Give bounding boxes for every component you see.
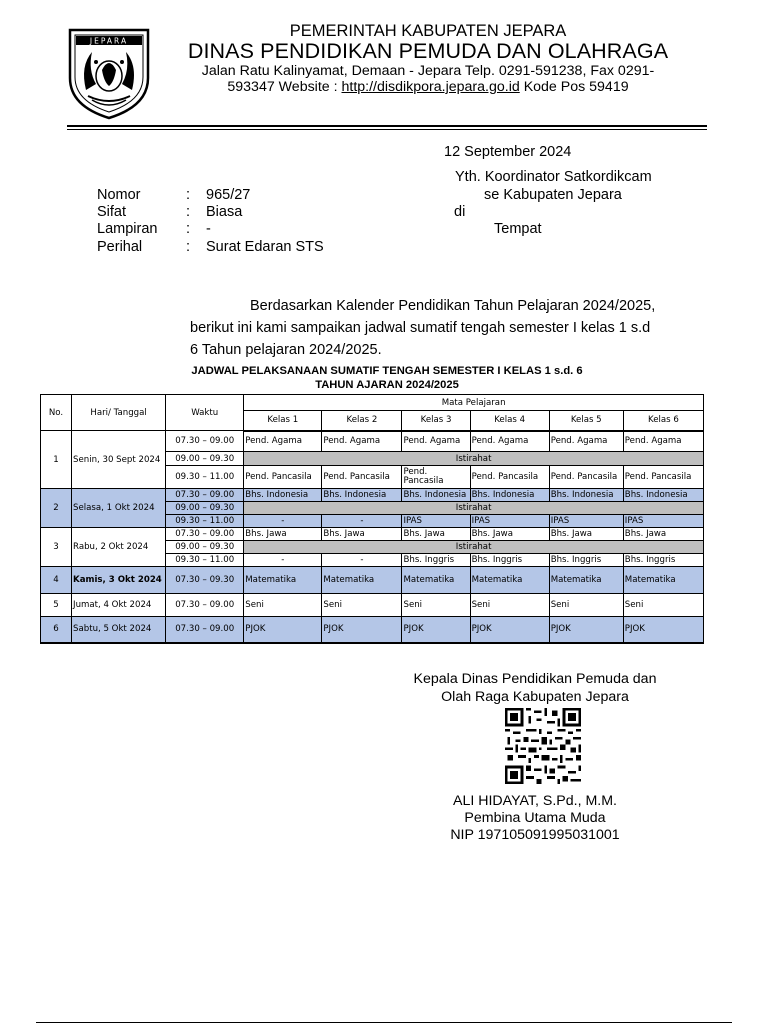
cell: Seni: [402, 594, 470, 617]
cell: Seni: [623, 594, 703, 617]
row-no: 3: [41, 528, 72, 567]
table-row: [41, 489, 704, 502]
header-kelas-2: Kelas 2: [322, 411, 402, 431]
cell: -: [244, 554, 322, 567]
cell: Pend. Agama: [470, 431, 549, 452]
cell: Matematika: [244, 567, 322, 594]
row-time: 09.30 – 11.00: [166, 466, 244, 489]
cell: Pend. Pancasila: [402, 466, 470, 489]
table-row: [41, 528, 704, 541]
cell: -: [244, 515, 322, 528]
row-day: Sabtu, 5 Okt 2024: [72, 617, 166, 643]
row-time: 09.30 – 11.00: [166, 554, 244, 567]
header-subjects: Mata Pelajaran: [244, 395, 704, 411]
row-time: 07.30 – 09.00: [166, 594, 244, 617]
address-line2-pre: 593347 Website :: [227, 79, 342, 95]
meta-colon: :: [186, 204, 191, 220]
meta-colon: :: [186, 239, 191, 255]
row-no: 2: [41, 489, 72, 528]
header-kelas-4: Kelas 4: [470, 411, 549, 431]
row-time: 09.00 – 09.30: [166, 502, 244, 515]
header-day: Hari/ Tanggal: [72, 395, 166, 431]
meta-value-nomor: 965/27: [206, 187, 251, 203]
recipient-line1: Yth. Koordinator Satkordikcam: [455, 169, 652, 185]
header-kelas-1: Kelas 1: [244, 411, 322, 431]
cell: PJOK: [244, 617, 322, 643]
row-time: 07.30 – 09.30: [166, 567, 244, 594]
cell: Bhs. Inggris: [470, 554, 549, 567]
header-time: Waktu: [166, 395, 244, 431]
body-line2: berikut ini kami sampaikan jadwal sumatif tengah semester I kelas 1 s.d: [190, 320, 651, 336]
cell: Matematika: [549, 567, 623, 594]
cell: Pend. Pancasila: [623, 466, 703, 489]
meta-colon: :: [186, 187, 191, 203]
row-time: 07.30 – 09.00: [166, 431, 244, 452]
meta-value-perihal: Surat Edaran STS: [206, 239, 324, 255]
body-line1: Berdasarkan Kalender Pendidikan Tahun Pelajaran 2024/2025,: [250, 298, 656, 314]
schedule-table: [40, 394, 704, 644]
cell: PJOK: [322, 617, 402, 643]
signer-rank: Pembina Utama Muda: [464, 810, 606, 826]
cell: Pend. Agama: [623, 431, 703, 452]
recipient-line4: Tempat: [494, 221, 542, 237]
row-time: 07.30 – 09.00: [166, 489, 244, 502]
signer-name: ALI HIDAYAT, S.Pd., M.M.: [453, 793, 617, 809]
header-kelas-3: Kelas 3: [402, 411, 470, 431]
break-cell: Istirahat: [244, 541, 704, 554]
cell: Pend. Agama: [322, 431, 402, 452]
cell: Bhs. Indonesia: [623, 489, 703, 502]
header-no: No.: [41, 395, 72, 431]
cell: Seni: [549, 594, 623, 617]
row-day: Kamis, 3 Okt 2024: [72, 567, 166, 594]
row-time: 09.00 – 09.30: [166, 541, 244, 554]
cell: -: [322, 554, 402, 567]
signer-nip: NIP 197105091995031001: [450, 827, 620, 843]
cell: Bhs. Jawa: [244, 528, 322, 541]
cell: Bhs. Inggris: [623, 554, 703, 567]
cell: Seni: [470, 594, 549, 617]
cell: Pend. Agama: [402, 431, 470, 452]
row-day: Rabu, 2 Okt 2024: [72, 528, 166, 567]
meta-colon: :: [186, 221, 191, 237]
footer-rule: [36, 1022, 732, 1023]
meta-label-perihal: Perihal: [97, 239, 143, 255]
row-no: 1: [41, 431, 72, 489]
row-time: 09.00 – 09.30: [166, 452, 244, 466]
cell: Seni: [244, 594, 322, 617]
header-rule: [67, 125, 707, 127]
qr-code: [500, 708, 586, 784]
agency-address: [170, 63, 686, 95]
cell: PJOK: [549, 617, 623, 643]
header-rule-thin: [67, 129, 707, 130]
logo-text: JEPARA: [89, 36, 129, 46]
recipient-line2: se Kabupaten Jepara: [484, 187, 622, 203]
table-row: [41, 431, 704, 452]
address-line1: Jalan Ratu Kalinyamat, Demaan - Jepara Telp. 0291-591238, Fax 0291-: [201, 63, 655, 79]
meta-value-sifat: Biasa: [206, 204, 243, 220]
agency-name: DINAS PENDIDIKAN PEMUDA DAN OLAHRAGA: [187, 39, 669, 63]
cell: Matematika: [402, 567, 470, 594]
cell: IPAS: [402, 515, 470, 528]
break-cell: Istirahat: [244, 452, 704, 466]
meta-value-lampiran: -: [206, 221, 211, 237]
row-day: Selasa, 1 Okt 2024: [72, 489, 166, 528]
body-line3: 6 Tahun pelajaran 2024/2025.: [190, 342, 382, 358]
row-day: Jumat, 4 Okt 2024: [72, 594, 166, 617]
signature-title-line1: Kepala Dinas Pendidikan Pemuda dan: [413, 671, 657, 687]
table-row: [41, 567, 704, 594]
meta-label-nomor: Nomor: [97, 187, 141, 203]
table-title: JADWAL PELAKSANAAN SUMATIF TENGAH SEMESTER I KELAS 1 s.d. 6: [191, 365, 583, 377]
cell: Pend. Pancasila: [549, 466, 623, 489]
row-time: 09.30 – 11.00: [166, 515, 244, 528]
cell: Pend. Pancasila: [244, 466, 322, 489]
cell: PJOK: [623, 617, 703, 643]
row-no: 6: [41, 617, 72, 643]
address-line2-post: Kode Pos 59419: [519, 79, 629, 95]
cell: Bhs. Inggris: [549, 554, 623, 567]
cell: -: [322, 515, 402, 528]
letter-date: 12 September 2024: [444, 144, 572, 160]
recipient-line3: di: [454, 204, 466, 220]
government-name: PEMERINTAH KABUPATEN JEPARA: [289, 22, 567, 40]
meta-label-lampiran: Lampiran: [97, 221, 158, 237]
meta-label-sifat: Sifat: [97, 204, 127, 220]
cell: PJOK: [402, 617, 470, 643]
break-cell: Istirahat: [244, 502, 704, 515]
table-subtitle: TAHUN AJARAN 2024/2025: [315, 379, 459, 391]
cell: Bhs. Jawa: [549, 528, 623, 541]
header-kelas-6: Kelas 6: [623, 411, 703, 431]
cell: Bhs. Jawa: [470, 528, 549, 541]
row-day: Senin, 30 Sept 2024: [72, 431, 166, 489]
cell: Matematika: [623, 567, 703, 594]
header-kelas-5: Kelas 5: [549, 411, 623, 431]
table-row: [41, 594, 704, 617]
cell: Pend. Pancasila: [322, 466, 402, 489]
cell: Bhs. Jawa: [623, 528, 703, 541]
cell: Bhs. Inggris: [402, 554, 470, 567]
cell: Bhs. Indonesia: [549, 489, 623, 502]
cell: Pend. Pancasila: [470, 466, 549, 489]
row-time: 07.30 – 09.00: [166, 617, 244, 643]
cell: Bhs. Indonesia: [322, 489, 402, 502]
row-no: 5: [41, 594, 72, 617]
website-link[interactable]: http://disdikpora.jepara.go.id: [341, 79, 520, 95]
table-row: [41, 617, 704, 643]
cell: Bhs. Jawa: [402, 528, 470, 541]
cell: IPAS: [623, 515, 703, 528]
cell: Pend. Agama: [244, 431, 322, 452]
jepara-regency-logo: [66, 26, 152, 120]
cell: Pend. Agama: [549, 431, 623, 452]
cell: Bhs. Jawa: [322, 528, 402, 541]
cell: PJOK: [470, 617, 549, 643]
cell: IPAS: [470, 515, 549, 528]
cell: Matematika: [322, 567, 402, 594]
signature-title-line2: Olah Raga Kabupaten Jepara: [441, 689, 629, 705]
cell: Bhs. Indonesia: [244, 489, 322, 502]
cell: Bhs. Indonesia: [470, 489, 549, 502]
cell: Seni: [322, 594, 402, 617]
cell: Bhs. Indonesia: [402, 489, 470, 502]
cell: IPAS: [549, 515, 623, 528]
row-time: 07.30 – 09.00: [166, 528, 244, 541]
row-no: 4: [41, 567, 72, 594]
cell: Matematika: [470, 567, 549, 594]
